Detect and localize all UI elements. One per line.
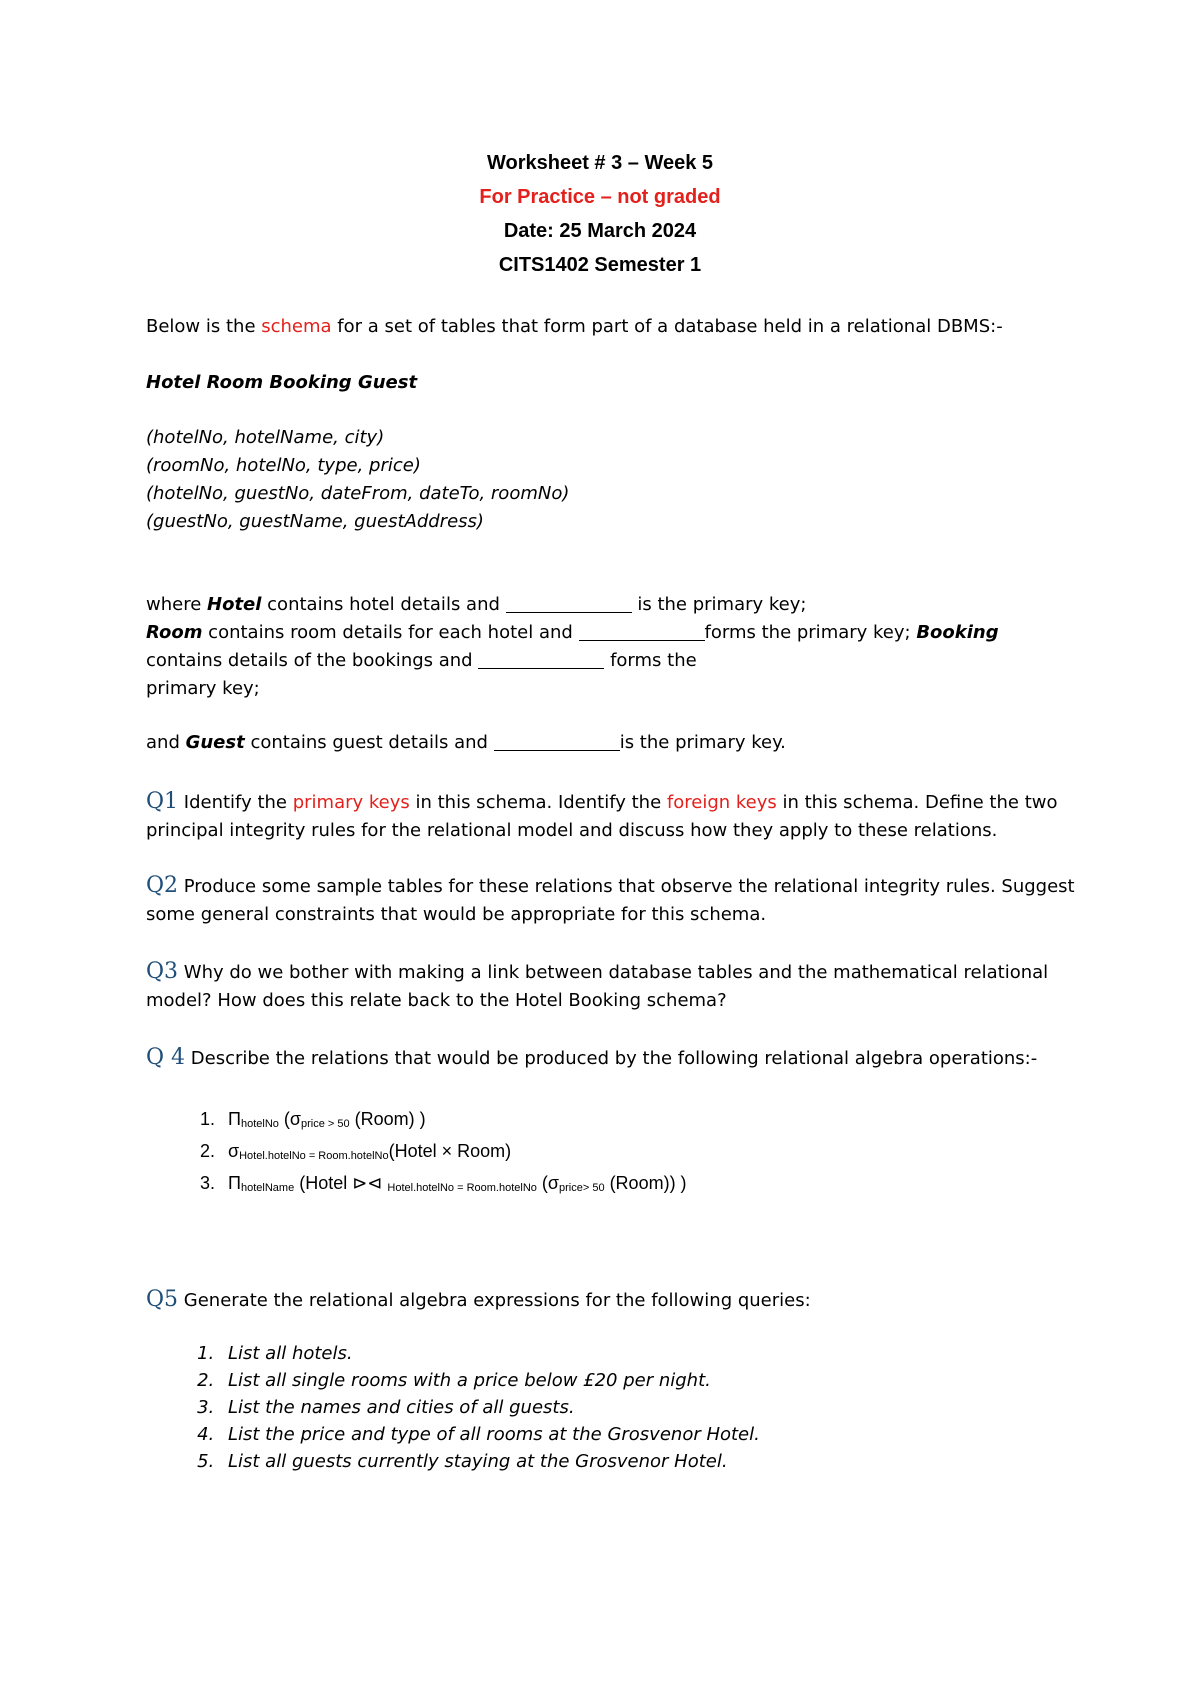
relation-room: (roomNo, hotelNo, type, price): [146, 455, 421, 476]
blank-line: [506, 594, 632, 613]
question-1: Q1 Identify the primary keys in this schema. Identify the foreign keys in this schema. Define the two principal integrity rules for the relational model and discuss how they apply to these relations.: [146, 789, 1058, 841]
question-4: Q 4 Describe the relations that would be produced by the following relational algebra operations:-: [146, 1045, 1038, 1070]
q3-label: Q3: [146, 959, 179, 984]
question-5: Q5 Generate the relational algebra expressions for the following queries:: [146, 1287, 811, 1312]
guest-description: and Guest contains guest details and is the primary key.: [146, 732, 786, 753]
question-3: Q3 Why do we bother with making a link between database tables and the mathematical relational model? How does this relate back to the Hotel Booking schema?: [146, 959, 1049, 1011]
operation-item: 1. $\Pi_{hotelNo}$ ($\sigma_{price > 50}$ (Room) ): [220, 1106, 1086, 1138]
q4-label: Q 4: [146, 1045, 186, 1070]
worksheet-date: Date: 25 March 2024: [503, 220, 697, 242]
schema-description: where Hotel contains hotel details and is the primary key; Room contains room details for each hotel and forms the primary key; Booking contains details of the bookings and forms the primary key;: [146, 594, 999, 699]
course-semester: CITS1402 Semester 1: [498, 254, 702, 276]
q4-operations: [146, 1106, 1086, 1202]
blank-line: [579, 622, 705, 641]
schema-title: Hotel Room Booking Guest: [146, 372, 418, 393]
q5-queries: [146, 1340, 1086, 1475]
schema-relations: [146, 424, 1086, 536]
schema-highlight: schema: [261, 316, 332, 337]
query-item: 2. List all single rooms with a price below £20 per night.: [220, 1367, 1086, 1394]
relation-hotel: (hotelNo, hotelName, city): [146, 427, 385, 448]
q5-label: Q5: [146, 1287, 179, 1312]
query-item: 3. List the names and cities of all guests.: [220, 1394, 1086, 1421]
operation-item: 3. $\Pi_{hotelName}$ (Hotel ⊳⊲ $_{Hotel.hotelNo = Room.hotelNo}$ ($\sigma_{price> 50}$ (Room)) ): [220, 1170, 1086, 1202]
q2-label: Q2: [146, 873, 179, 898]
blank-line: [478, 650, 604, 669]
question-2: Q2 Produce some sample tables for these relations that observe the relational integrity rules. Suggest some general constraints that would be appropriate for this schema.: [146, 873, 1075, 925]
q1-label: Q1: [146, 789, 179, 814]
query-item: 5. List all guests currently staying at the Grosvenor Hotel.: [220, 1448, 1086, 1475]
intro-paragraph: Below is the schema for a set of tables that form part of a database held in a relational DBMS:-: [146, 316, 1003, 337]
blank-line: [494, 732, 620, 751]
worksheet-header: [0, 146, 1200, 282]
query-item: 4. List the price and type of all rooms at the Grosvenor Hotel.: [220, 1421, 1086, 1448]
relation-booking: (hotelNo, guestNo, dateFrom, dateTo, roomNo): [146, 483, 570, 504]
worksheet-title: Worksheet # 3 – Week 5: [486, 152, 714, 174]
query-item: 1. List all hotels.: [220, 1340, 1086, 1367]
practice-notice: For Practice – not graded: [479, 186, 721, 208]
operation-item: 2. $\sigma_{Hotel.hotelNo = Room.hotelNo}(Hotel$ × Room): [220, 1138, 1086, 1170]
relation-guest: (guestNo, guestName, guestAddress): [146, 511, 484, 532]
